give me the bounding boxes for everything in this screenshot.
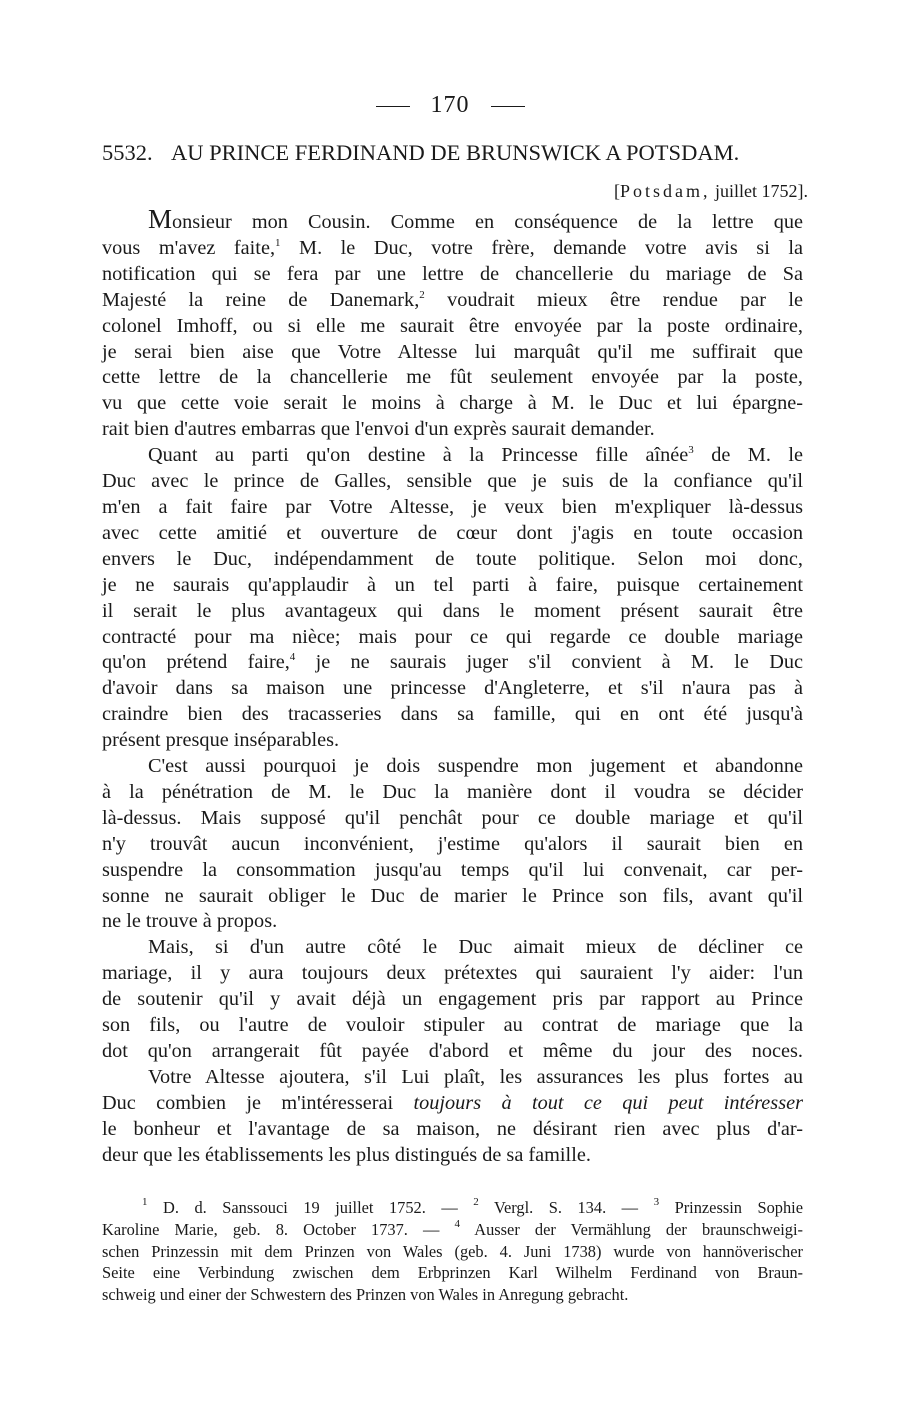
body-line: Majesté la reine de Danemark,$^2$ voudrait mieux être rendue par le xyxy=(102,288,804,311)
body-line: m'en a fait faire par Votre Altesse, je veux bien m'expliquer là-dessus xyxy=(102,495,803,518)
body-line: Votre Altesse ajoutera, s'il Lui plaît, les assurances les plus fortes au xyxy=(148,1065,803,1088)
body-line: à la pénétration de M. le Duc la manière dont il voudra se décider xyxy=(102,780,803,803)
body-line: vous m'avez faite,$^1$ M. le Duc, votre frère, demande votre avis si la xyxy=(102,236,803,259)
dateline-place: Potsdam, xyxy=(619,181,711,201)
body-line: Duc combien je m'intéresserai toujours à tout ce qui peut intéresser xyxy=(102,1091,803,1114)
initial-letter: M xyxy=(148,204,173,234)
letter-heading xyxy=(102,140,812,166)
body-line: cette lettre de la chancellerie me fût seulement envoyée par la poste, xyxy=(102,366,803,389)
page-number-dash-left xyxy=(376,106,410,107)
footnote-ref: 2 xyxy=(419,288,425,301)
body-line: Monsieur mon Cousin. Comme en conséquence de la lettre que xyxy=(148,204,803,234)
body-line: n'y trouvât aucun inconvénient, j'estime qu'alors il saurait bien en xyxy=(102,832,803,855)
body-line: suspendre la consommation jusqu'au temps qu'il lui convenait, car per- xyxy=(102,858,803,881)
body-line: mariage, il y aura toujours deux prétextes qui sauraient l'y aider: l'un xyxy=(102,962,803,985)
page-number-header xyxy=(0,92,900,119)
body-line: colonel Imhoff, ou si elle me saurait être envoyée par la poste ordinaire, xyxy=(102,314,803,337)
body-line: son fils, ou l'autre de vouloir stipuler au contrat de mariage que la xyxy=(102,1014,803,1037)
footnote-line: schen Prinzessin mit dem Prinzen von Wales (geb. 4. Juni 1738) wurde von hannöverischer xyxy=(102,1241,803,1261)
dateline-close-bracket: ]. xyxy=(797,181,808,201)
dateline xyxy=(614,181,808,202)
footnote-ref: 4 xyxy=(289,651,296,664)
body-line: qu'on prétend faire,$^4$ je ne saurais juger s'il convient à M. le Duc xyxy=(102,651,803,674)
footnote-line: Karoline Marie, geb. 8. October 1737. — $^4$ Ausser der Vermählung der braunschweigi- xyxy=(102,1217,803,1239)
letter-number: 5532. xyxy=(102,140,153,165)
body-line: envers le Duc, indépendamment de toute politique. Selon moi donc, xyxy=(102,547,803,570)
footnote-mark: 3 xyxy=(653,1196,660,1208)
footnotes xyxy=(102,1197,803,1306)
letter-body xyxy=(102,204,804,1169)
dateline-date: juillet 1752 xyxy=(715,181,798,201)
body-line: sonne ne saurait obliger le Duc de marier le Prince son fils, avant qu'il xyxy=(102,884,803,907)
body-line: d'avoir dans sa maison une princesse d'Angleterre, et s'il n'aura pas à xyxy=(102,677,803,700)
body-line: là-dessus. Mais supposé qu'il penchât pour ce double mariage et qu'il xyxy=(102,806,803,829)
body-line: le bonheur et l'avantage de sa maison, ne désirant rien avec plus d'ar- xyxy=(102,1117,803,1140)
page-number: 170 xyxy=(430,92,470,118)
body-line: deur que les établissements les plus distingués de sa famille. xyxy=(102,1143,591,1166)
body-line: Quant au parti qu'on destine à la Princesse fille aînée$^3$ de M. le xyxy=(148,444,803,467)
body-line: craindre bien des tracasseries dans sa famille, qui en ont été jusqu'à xyxy=(102,703,803,726)
body-line: Mais, si d'un autre côté le Duc aimait mieux de décliner ce xyxy=(148,936,803,959)
dateline-open-bracket: [ xyxy=(613,181,620,201)
body-line: rait bien d'autres embarras que l'envoi d'un exprès saurait demander. xyxy=(102,418,655,441)
footnote-mark: 4 xyxy=(454,1217,461,1230)
footnote-line: schweig und einer der Schwestern des Prinzen von Wales in Anregung gebracht. xyxy=(102,1285,629,1305)
body-line: avec cette amitié et ouverture de cœur dont j'agis en toute occasion xyxy=(102,521,803,544)
page-number-dash-right xyxy=(491,106,525,107)
body-line: ne le trouve à propos. xyxy=(102,910,278,933)
body-line: Duc avec le prince de Galles, sensible que je suis de la confiance qu'il xyxy=(102,470,803,493)
body-line: C'est aussi pourquoi je dois suspendre mon jugement et abandonne xyxy=(148,755,803,778)
footnote-ref: 1 xyxy=(275,236,281,249)
footnote-mark: 1 xyxy=(142,1196,148,1208)
letter-title: AU PRINCE FERDINAND DE BRUNSWICK A POTSDAM. xyxy=(171,140,740,165)
body-line: vu que cette voie serait le moins à charge à M. le Duc et lui épargne- xyxy=(102,392,803,415)
body-line: notification qui se fera par une lettre de chancellerie du mariage de Sa xyxy=(102,262,803,285)
footnote-line: Seite eine Verbindung zwischen dem Erbprinzen Karl Wilhelm Ferdinand von Braun- xyxy=(102,1263,803,1283)
body-line: présent presque inséparables. xyxy=(102,729,340,752)
body-line: de soutenir qu'il y avait déjà un engagement pris par rapport au Prince xyxy=(102,988,803,1011)
body-line: contracté pour ma nièce; mais pour ce qui regarde ce double mariage xyxy=(102,625,803,648)
body-line: dot qu'on arrangerait fût payée d'abord et même du jour des noces. xyxy=(102,1040,803,1062)
body-line: il serait le plus avantageux qui dans le moment présent saurait être xyxy=(102,599,803,622)
body-line: je serai bien aise que Votre Altesse lui marquât qu'il me suffirait que xyxy=(102,340,803,363)
footnote-line: $^1$ D. d. Sanssouci 19 juillet 1752. — $^2$ Vergl. S. 134. — $^3$ Prinzessin Sophie xyxy=(142,1196,803,1217)
body-line: je ne saurais qu'applaudir à un tel parti à faire, puisque certainement xyxy=(102,573,803,596)
footnote-mark: 2 xyxy=(473,1196,479,1208)
footnote-ref: 3 xyxy=(688,444,694,457)
